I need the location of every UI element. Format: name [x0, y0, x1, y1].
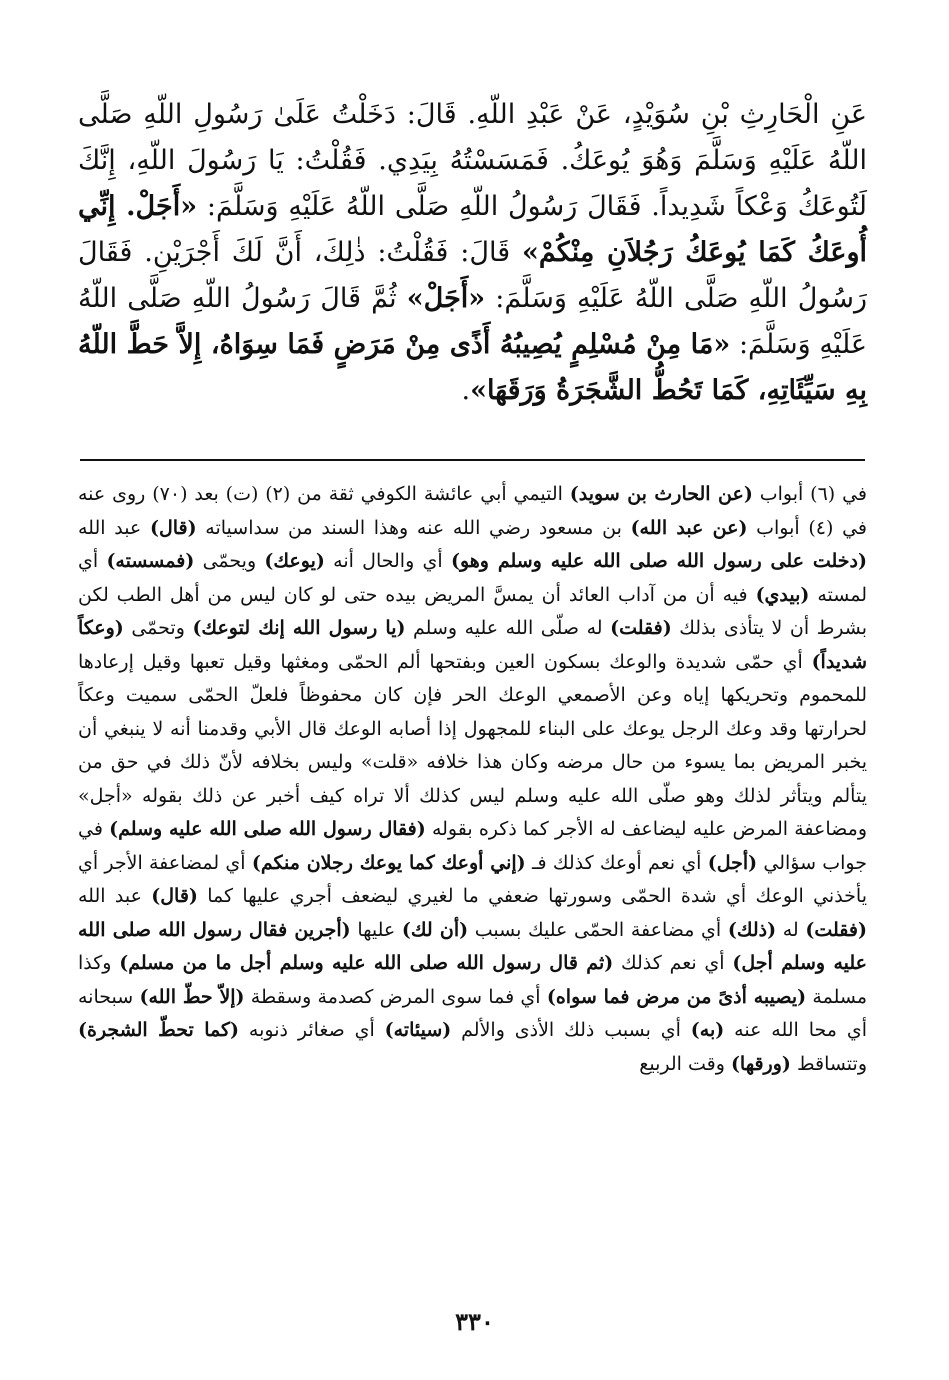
commentary-segment: أي بسبب ذلك الأذى والألم: [451, 1019, 691, 1041]
hadith-segment: .: [461, 375, 471, 406]
commentary-segment: سبحانه أي محا الله عنه: [78, 985, 867, 1041]
commentary-segment: أي نعم كذلك: [613, 952, 733, 974]
hadith-segment: قَالَ: فَقُلْتُ: ذٰلِكَ، أَنَّ لَكَ أَجْرَيْنِ. فَقَالَ رَسُولُ اللّهِ صَلَّى اللّهُ عَلَيْهِ وَسَلَّمَ:: [78, 237, 867, 314]
commentary-segment-bold: (فقال رسول الله صلى الله عليه وسلم): [109, 818, 426, 840]
commentary-segment-bold: (إني أوعك كما يوعك رجلان منكم): [251, 851, 526, 874]
commentary-segment: أي لمضاعفة الأجر أي يأخذني الوعك أي شدة الحمّى وسورتها ضعفي ما لغيري ليضعف أجري عليها كما: [78, 851, 867, 907]
commentary-segment: له صلّى الله عليه وسلم: [405, 617, 611, 639]
commentary-segment: أي فما سوى المرض كصدمة وسقطة: [244, 985, 547, 1008]
commentary-segment: أي صغائر ذنوبه: [239, 1019, 385, 1041]
commentary-segment: وقت الربيع: [639, 1052, 731, 1075]
commentary-segment-bold: (عن عبد الله): [630, 516, 748, 539]
commentary-segment-bold: (وعكاً شديداً): [78, 617, 867, 673]
commentary-segment: عبد الله: [78, 885, 152, 907]
commentary-segment: وتحمّى: [123, 617, 193, 639]
hadith-segment-bold: «أَجَلْ. إِنِّي أُوعَكُ كَمَا يُوعَكُ رَجُلاَنِ مِنْكُمْ»: [78, 191, 867, 268]
commentary-segment: عليها: [350, 918, 402, 941]
commentary-segment-bold: (قال): [151, 885, 198, 907]
commentary-segment: أي والحال أنه: [324, 550, 451, 572]
commentary-segment: أي حمّى شديدة والوعك بسكون العين وبفتحها ألم الحمّى ومغثها وقيل تعبها وقيل إرعادها للمحموم وتحريكها إياه وعن الأصمعي الوعك الحر فإن كان محفوظاً فلعلّ الحمّى سميت وعكاً لحرارتها وقد وعك الرجل يوعك على البناء للمجهول إذا أصابه الوعك قال الأبي وقدمنا أنه لا ينبغي أن يخبر المريض بما يسوء من حال مرضه وكان هذا خلافه «قلت» وليس بخلافه لأنّ ذلك في حق من يتألم ويتأثر لذلك وهو صلّى الله عليه وسلم ليس كذلك ألا تراه كيف أخبر عن ذلك بقوله «أجل» ومضاعفة المرض عليه ليضاعف له الأجر كما ذكره بقوله: [78, 650, 867, 840]
commentary-segment-bold: (ثم قال رسول الله صلى الله عليه وسلم أجل ما من مسلم): [119, 952, 614, 974]
commentary-segment: له: [776, 918, 806, 941]
commentary-segment-bold: (دخلت على رسول الله صلى الله عليه وسلم وهو): [450, 550, 868, 572]
commentary-segment-bold: (عن الحارث بن سويد): [569, 483, 753, 505]
commentary-segment-bold: (به): [690, 1019, 725, 1041]
commentary-segment-bold: (قال): [149, 516, 197, 539]
commentary-text: [78, 478, 867, 1081]
hadith-segment-bold: «مَا مِنْ مُسْلِمٍ يُصِيبُهُ أَذًى مِنْ مَرَضٍ فَمَا سِوَاهُ، إِلاَّ حَطَّ اللّهُ بِهِ سَيِّئَاتِهِ، كَمَا تَحُطُّ الشَّجَرَةُ وَرَقَهَا»: [78, 329, 867, 406]
commentary-segment-bold: (ورقها): [730, 1052, 791, 1075]
hadith-segment: عَنِ الْحَارِثِ بْنِ سُوَيْدٍ، عَنْ عَبْدِ اللّهِ. قَالَ: دَخَلْتُ عَلَىٰ رَسُولِ اللّهِ صَلَّى اللّهُ عَلَيْهِ وَسَلَّمَ وَهُوَ يُوعَكُ. فَمَسَسْتُهُ بِيَدِي. فَقُلْتُ: يَا رَسُولَ اللّهِ، إِنَّكَ لَتُوعَكُ وَعْكاً شَدِيداً. فَقَالَ رَسُولُ اللّهِ صَلَّى اللّهُ عَلَيْهِ وَسَلَّمَ:: [78, 99, 867, 222]
commentary-segment: في (٦) أبواب: [752, 483, 867, 505]
commentary-segment-bold: (فقلت): [805, 918, 867, 941]
commentary-segment-bold: (يوعك): [264, 550, 325, 572]
commentary-segment-bold: (أجرين فقال رسول الله صلى الله عليه وسلم أجل): [78, 918, 867, 974]
commentary-segment: عبد الله: [78, 516, 150, 539]
commentary-segment-bold: (بيدي): [755, 583, 810, 606]
commentary-segment: بن مسعود رضي الله عنه وهذا السند من سداسياته: [196, 516, 631, 539]
commentary-segment: التيمي أبي عائشة الكوفي ثقة من (٢) (ت) بعد (٧٠) روى عنه في (٤) أبواب: [78, 483, 867, 539]
section-divider: [80, 459, 865, 461]
commentary-segment: أي نعم أوعك كذلك فـ: [525, 851, 708, 874]
commentary-segment-bold: (يصيبه أذىً من مرض فما سواه): [546, 985, 807, 1008]
commentary-segment: وتتساقط: [790, 1052, 867, 1075]
commentary-segment-bold: (فمسسته): [106, 550, 195, 572]
hadith-segment-bold: «أَجَلْ»: [406, 283, 486, 314]
commentary-segment-bold: (كما تحطّ الشجرة): [78, 1019, 240, 1041]
commentary-segment: في جواب سؤالي: [78, 818, 867, 874]
commentary-segment-bold: (إلاّ حطّ الله): [139, 985, 245, 1008]
commentary-segment-bold: (سيئاته): [384, 1019, 452, 1041]
hadith-text: [78, 92, 867, 414]
commentary-segment-bold: (فقلت): [610, 617, 672, 639]
commentary-segment-bold: (أن لك): [401, 918, 469, 941]
commentary-segment: ويحمّى: [194, 550, 265, 572]
page-number: ٣٣٠: [455, 1307, 494, 1336]
hadith-segment: ثُمَّ قَالَ رَسُولُ اللّهِ صَلَّى اللّهُ عَلَيْهِ وَسَلَّمَ:: [78, 283, 867, 360]
commentary-segment: فيه أن من آداب العائد أن يمسَّ المريض بيده حتى لو كان ليس من أهل الطب لكن بشرط أن لا يتأذى بذلك: [78, 583, 867, 639]
commentary-segment: أي لمسته: [78, 550, 867, 606]
commentary-segment: أي مضاعفة الحمّى عليك بسبب: [468, 918, 728, 941]
commentary-segment: وكذا مسلمة: [78, 952, 867, 1008]
commentary-segment-bold: (يا رسول الله إنك لتوعك): [192, 617, 406, 639]
commentary-segment-bold: (ذلك): [727, 918, 777, 941]
commentary-segment-bold: (أجل): [707, 851, 758, 874]
